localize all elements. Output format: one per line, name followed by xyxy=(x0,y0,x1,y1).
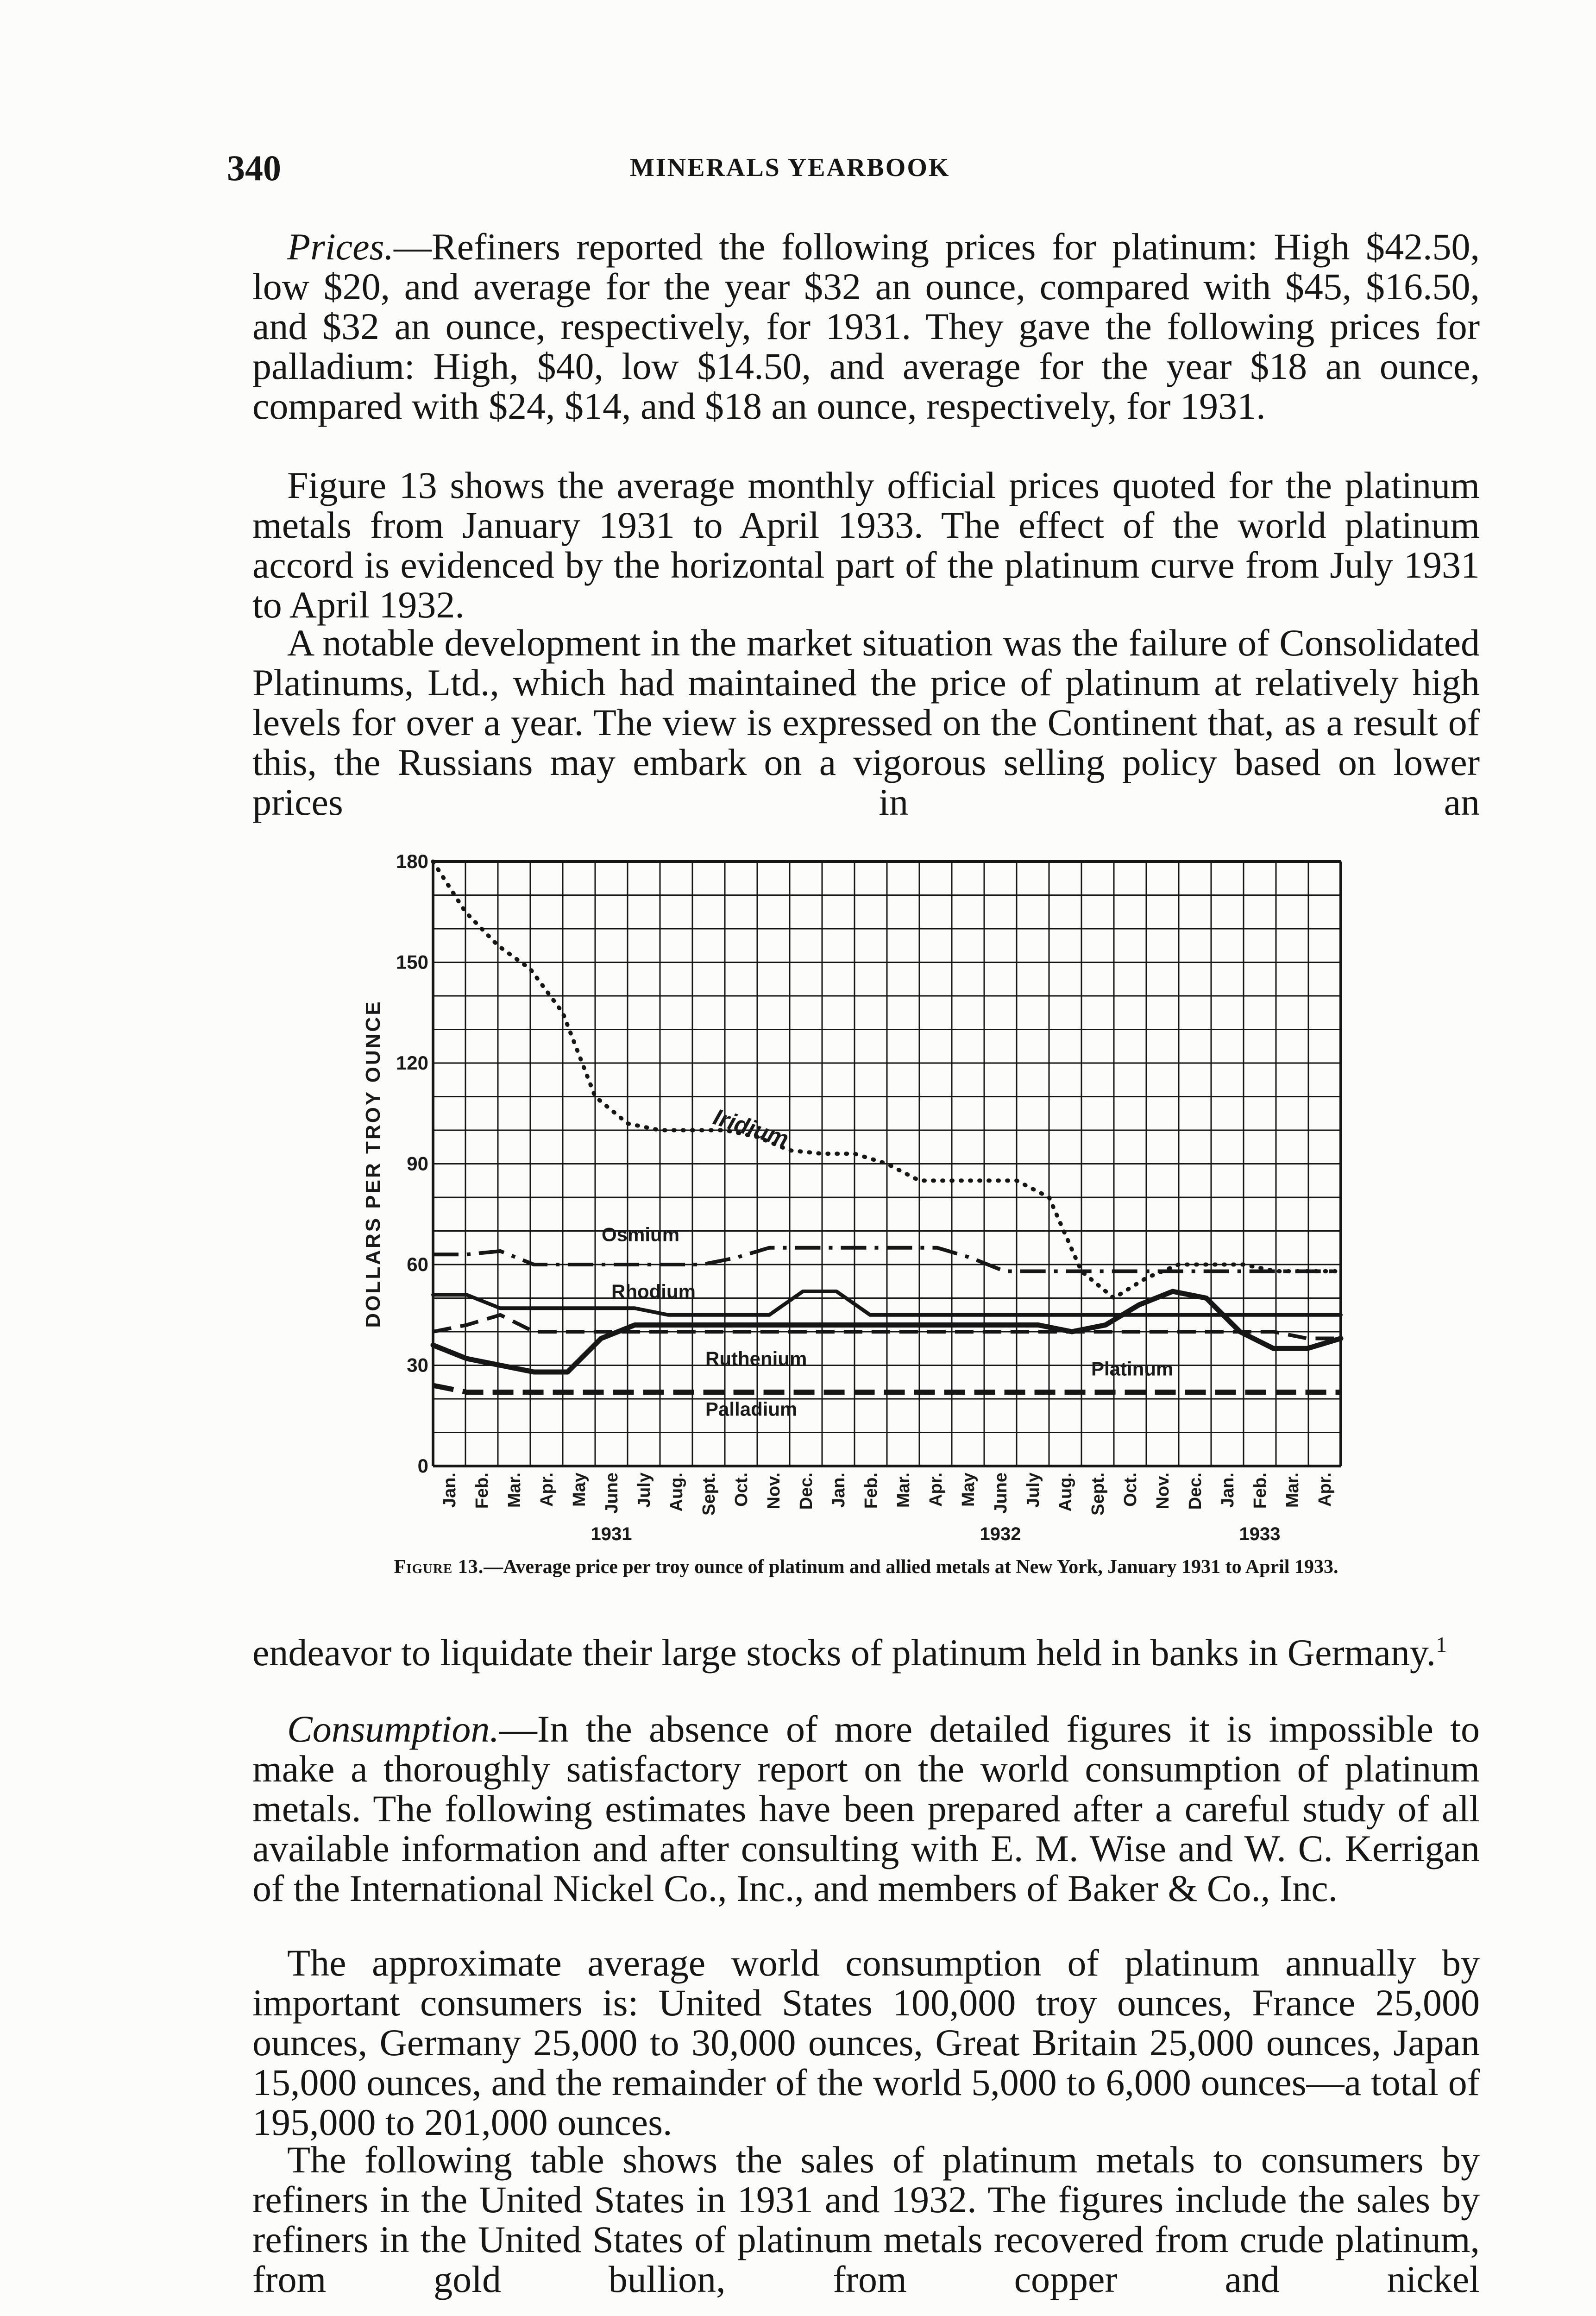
x-tick-label: Jan. xyxy=(829,1473,848,1508)
figure-label: Figure 13. xyxy=(394,1556,484,1578)
x-tick-label: Dec. xyxy=(1186,1473,1205,1510)
y-tick-label: 150 xyxy=(396,951,428,973)
series-annotation-palladium: Palladium xyxy=(705,1398,798,1420)
x-tick-label: July xyxy=(635,1473,654,1508)
x-tick-label: Jan. xyxy=(1218,1473,1238,1508)
y-tick-label: 30 xyxy=(407,1354,428,1376)
x-tick-label: Mar. xyxy=(1283,1473,1302,1508)
consumption-heading: Consumption. xyxy=(287,1708,499,1750)
paragraph-market-development: A notable development in the market situation was the failure of Consolidated Platinums, Ltd., which had maintained the price of platinum at relatively high levels for over a year. The view is expressed on the Continent that, as a result of this, the Russians may embark on a vigorous selling policy based on lower prices in an xyxy=(252,622,1480,823)
y-axis-label: DOLLARS PER TROY OUNCE xyxy=(362,1000,384,1328)
x-tick-label: Apr. xyxy=(926,1473,946,1507)
x-year-label: 1932 xyxy=(980,1524,1021,1542)
figure-caption xyxy=(252,1555,1480,1579)
y-tick-label: 180 xyxy=(396,850,428,872)
series-annotation-iridium: Iridium xyxy=(710,1103,792,1152)
running-head: MINERALS YEARBOOK xyxy=(630,153,950,182)
x-tick-label: Apr. xyxy=(537,1473,557,1507)
paragraph-consumption xyxy=(252,1709,1480,1908)
y-tick-label: 90 xyxy=(407,1152,428,1175)
x-year-label: 1933 xyxy=(1239,1524,1281,1542)
footnote-reference[interactable]: 1 xyxy=(1436,1632,1447,1657)
paragraph-prices xyxy=(252,227,1480,426)
series-annotation-platinum: Platinum xyxy=(1091,1358,1174,1380)
x-tick-label: Aug. xyxy=(667,1473,686,1512)
x-tick-label: Sept. xyxy=(699,1473,719,1516)
x-tick-label: June xyxy=(991,1473,1011,1514)
prices-body: —Refiners reported the following prices for platinum: High $42.50, low $20, and average for the year $32 an ounce, compared with $45, $16.50, and $32 an ounce, respectively, for 1931. They gave the following prices for palladium: High, $40, low $14.50, and average for the year $18 an ounce, compared with $24, $14, and $18 an ounce, respectively, for 1931. xyxy=(252,226,1480,427)
x-tick-label: Dec. xyxy=(797,1473,816,1510)
x-tick-label: June xyxy=(602,1473,622,1514)
y-tick-label: 120 xyxy=(396,1052,428,1074)
paragraph-continuation xyxy=(252,1633,1480,1673)
x-tick-label: Feb. xyxy=(472,1473,492,1509)
series-annotation-ruthenium: Ruthenium xyxy=(705,1347,807,1370)
x-tick-label: Mar. xyxy=(894,1473,913,1508)
platinum-price-chart xyxy=(361,848,1371,1542)
x-tick-label: July xyxy=(1024,1473,1043,1508)
x-tick-label: Feb. xyxy=(861,1473,881,1509)
y-tick-label: 60 xyxy=(407,1253,428,1275)
x-tick-label: Mar. xyxy=(505,1473,524,1508)
x-tick-label: Aug. xyxy=(1056,1473,1075,1512)
page-number: 340 xyxy=(227,148,281,188)
y-tick-label: 0 xyxy=(417,1455,428,1477)
paragraph-sales-table-intro: The following table shows the sales of platinum metals to consumers by refiners in the United States in 1931 and 1932. The figures include the sales by refiners in the United States of platinum metals recovered from crude platinum, from gold bullion, from copper and nickel xyxy=(252,2139,1480,2300)
consumption-body: —In the absence of more detailed figures it is impossible to make a thoroughly satisfactory report on the world consumption of platinum metals. The following estimates have been prepared after a careful study of all available information and after consulting with E. M. Wise and W. C. Kerrigan of the International Nickel Co., Inc., and members of Baker & Co., Inc. xyxy=(252,1708,1480,1909)
x-tick-label: Sept. xyxy=(1088,1473,1108,1516)
x-tick-label: Feb. xyxy=(1250,1473,1270,1509)
x-tick-label: May xyxy=(570,1473,589,1507)
x-tick-label: Nov. xyxy=(1153,1473,1173,1510)
figure-caption-text: —Average price per troy ounce of platinum and allied metals at New York, January 1931 to April 1933. xyxy=(484,1556,1338,1578)
paragraph-figure-reference: Figure 13 shows the average monthly official prices quoted for the platinum metals from January 1931 to April 1933. The effect of the world platinum accord is evidenced by the horizontal part of the platinum curve from July 1931 to April 1932. xyxy=(252,464,1480,626)
series-annotation-osmium: Osmium xyxy=(602,1223,680,1246)
x-year-label: 1931 xyxy=(591,1524,632,1542)
paragraph-world-consumption: The approximate average world consumption of platinum annually by important consumers is: United States 100,000 troy ounces, France 25,000 ounces, Germany 25,000 to 30,000 ounces, Great Britain 25,000 ounces, Japan 15,000 ounces, and the remainder of the world 5,000 to 6,000 ounces—a total of 195,000 to 201,000 ounces. xyxy=(252,1942,1480,2143)
prices-heading: Prices. xyxy=(287,226,394,268)
x-tick-label: Oct. xyxy=(1121,1473,1140,1507)
x-tick-label: May xyxy=(959,1473,978,1507)
x-tick-label: Jan. xyxy=(440,1473,459,1508)
series-annotation-rhodium: Rhodium xyxy=(611,1280,696,1303)
continuation-text: endeavor to liquidate their large stocks of platinum held in banks in Germany. xyxy=(252,1631,1436,1674)
x-tick-label: Nov. xyxy=(764,1473,784,1510)
x-tick-label: Oct. xyxy=(732,1473,751,1507)
x-tick-label: Apr. xyxy=(1315,1473,1335,1507)
